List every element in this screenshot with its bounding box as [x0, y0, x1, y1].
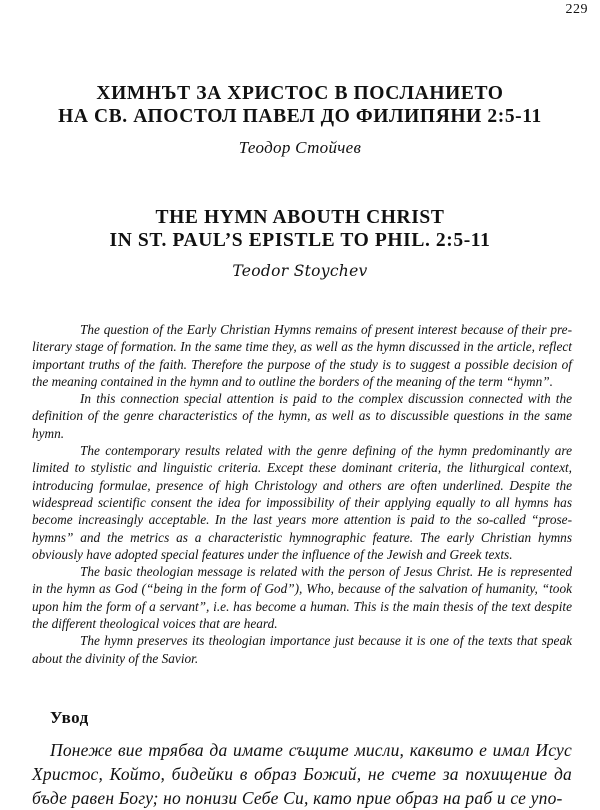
abstract: [32, 321, 572, 667]
title-bulgarian: [0, 82, 600, 158]
page-number: 229: [565, 2, 588, 17]
title-english: [0, 206, 600, 281]
title-en-line-2: IN ST. PAUL’S EPISTLE TO PHIL. 2:5-11: [109, 230, 491, 251]
intro-text: [32, 738, 572, 810]
title-bg-line-2: НА СВ. АПОСТОЛ ПАВЕЛ ДО ФИЛИПЯНИ 2:5-11: [58, 106, 542, 127]
intro-paragraph: Понеже вие трябва да имате същите мисли, каквито е имал Исус Христос, Който, бидейки в образ Божий, не счете за похищение да бъде равен Богу; но понизи Себе Си, като прие образ на раб и се упо-: [32, 740, 572, 808]
author-en: Teodor Stoychev: [232, 262, 368, 280]
title-bg-line-1: ХИМНЪТ ЗА ХРИСТОС В ПОСЛАНИЕТО: [96, 83, 504, 104]
abstract-paragraph-2: In this connection special attention is paid to the complex discussion connected with the definition of the genre characteristics of the hymn, as well as to discussible questions in the same hymn.: [32, 391, 572, 441]
abstract-paragraph-3: The contemporary results related with the genre defining of the hymn predominantly are limited to stylistic and linguistic criteria. Except these dominant criteria, the lithurgical context, introducing formulae, presence of high Christology and others are often underlined. Despite the widespread scientific consent the idea for impossibility of their applying equally to all hymns has become increasingly acceptable. In the last years more attention is paid to the so-called “prose-hymns” and the metrics as a characteristic hymnographic feature. The early Christian hymns obviously have adopted special features under the influence of the Jewish and Greek texts.: [32, 443, 572, 562]
title-en-line-1: THE HYMN ABOUTH CHRIST: [155, 207, 445, 228]
abstract-paragraph-4: The basic theologian message is related with the person of Jesus Christ. He is represented in the hymn as God (“being in the form of God”), Who, because of the salvation of humanity, “took upon him the form of a servant”, i.e. has become a human. This is the main thesis of the text despite the different theological voices that are heard.: [32, 564, 572, 632]
author-bg: Теодор Стойчев: [238, 138, 362, 157]
section-heading: Увод: [50, 708, 89, 727]
abstract-paragraph-1: The question of the Early Christian Hymns remains of present interest because of their pre-literary stage of formation. In the same time they, as well as the hymn discussed in the article, reflect important truths of the faith. Therefore the purpose of the study is to suggest a possible decision of the meaning contained in the hymn and to outline the borders of the meaning of the term “hymn”.: [32, 322, 572, 389]
abstract-paragraph-5: The hymn preserves its theologian importance just because it is one of the texts that speak about the divinity of the Savior.: [32, 633, 572, 666]
